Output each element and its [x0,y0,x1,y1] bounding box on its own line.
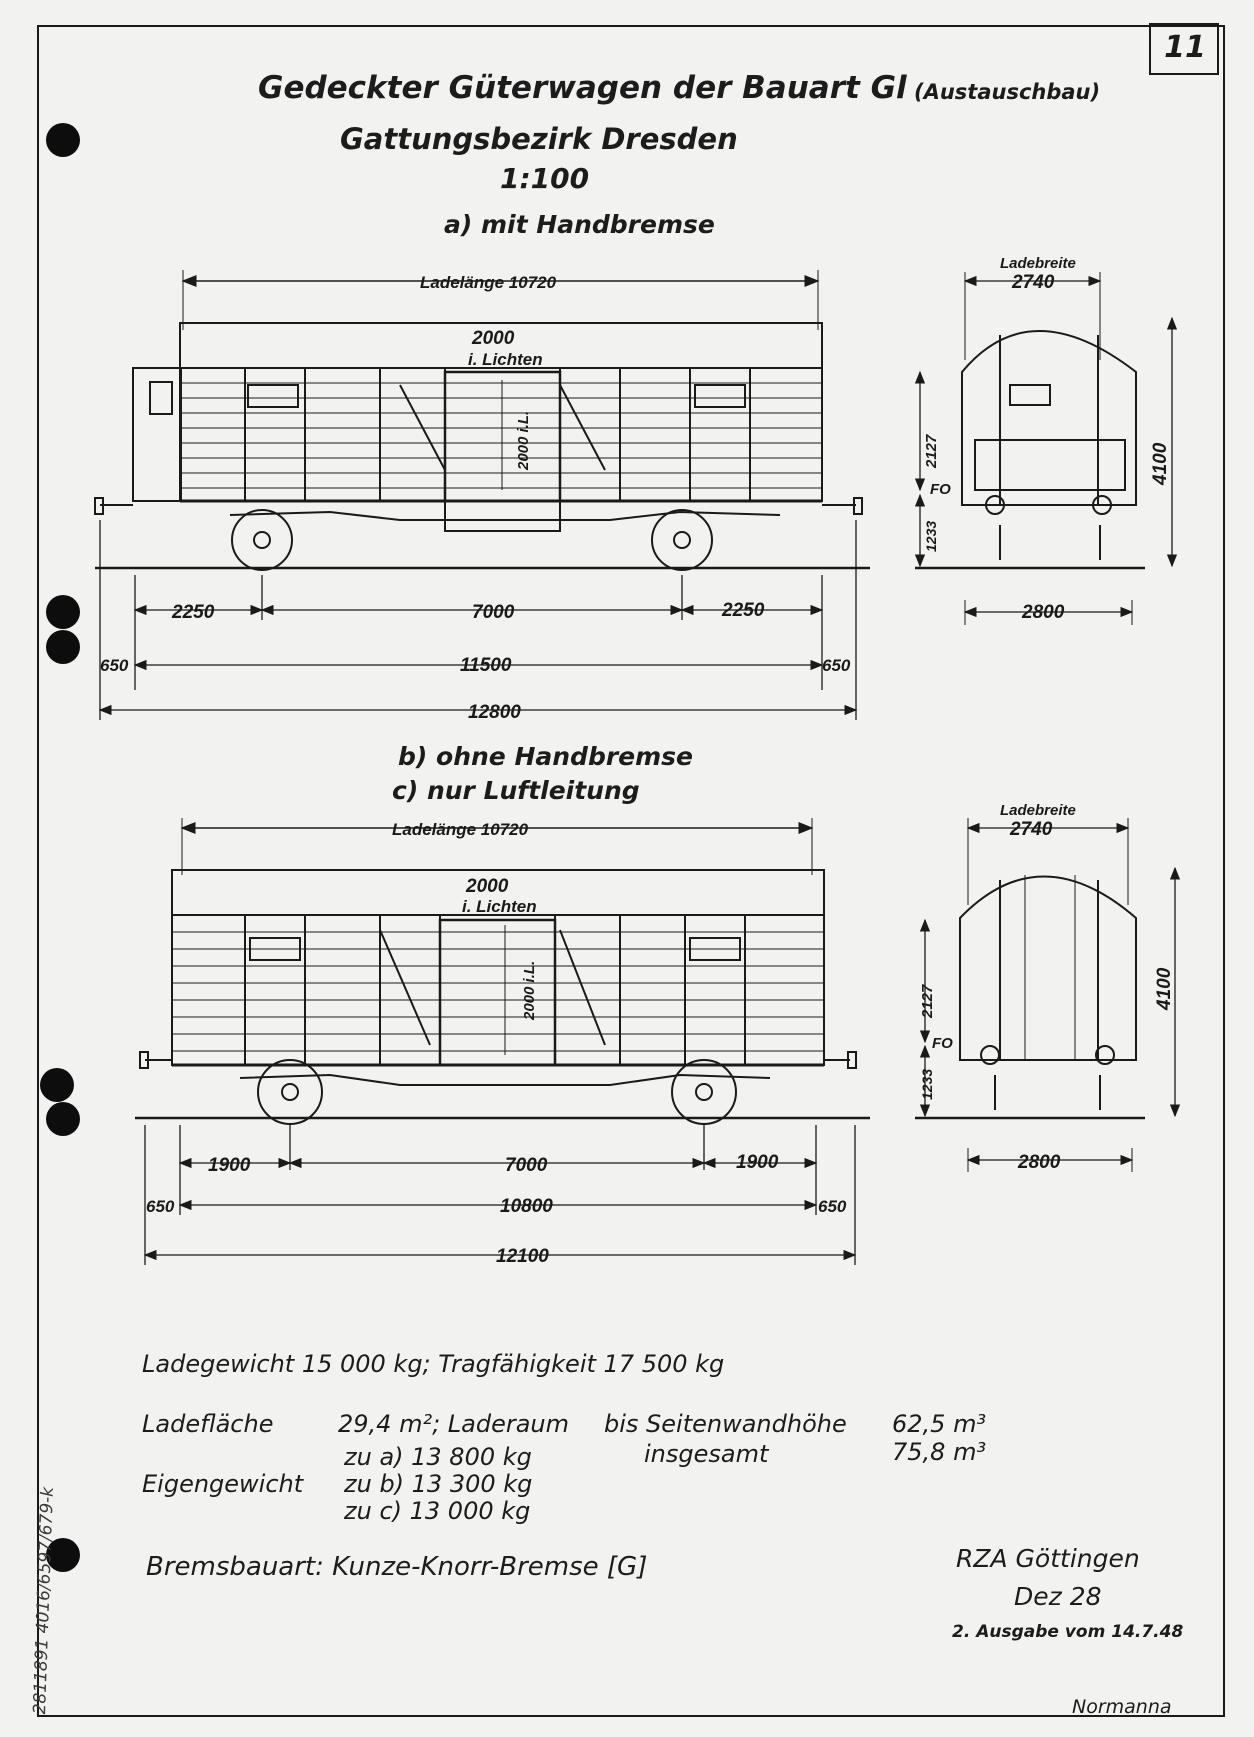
dim-width-a: 2800 [1022,602,1065,623]
dim-side-height-a: 2127 [923,434,940,468]
end-view-bc [915,818,1175,1172]
side-view-bc [135,818,870,1124]
dim-buffer-right-bc: 650 [818,1197,847,1216]
dim-total-height-bc: 4100 [1154,967,1175,1010]
scale: 1:100 [500,162,590,195]
dim-overhang-right-bc: 1900 [736,1152,779,1173]
dim-body-length-bc: 10800 [500,1196,553,1217]
district: Gattungsbezirk Dresden [340,122,738,156]
dim-total-length-bc: 12100 [496,1246,549,1267]
area-value: 29,4 m²; Laderaum [338,1410,570,1438]
volume-label-1: bis Seitenwandhöhe [604,1410,847,1438]
dim-door-note-bc: i. Lichten [462,897,537,916]
tare-label: Eigengewicht [142,1470,304,1498]
dim-door-note-a: i. Lichten [468,350,543,369]
volume-label-2: insgesamt [644,1440,769,1468]
dim-body-length-a: 11500 [460,655,512,676]
dim-floor-label-a: FO [930,481,951,498]
page-number: 11 [1164,30,1206,65]
standard-mark: Normanna [1072,1696,1172,1718]
dim-overhang-right-a: 2250 [722,600,765,621]
variant-c-label: c) nur Luftleitung [392,776,640,805]
dim-load-width-label-bc: Ladebreite [1000,802,1076,819]
dim-load-width-bc: 2740 [1010,819,1053,840]
area-label: Ladefläche [142,1410,274,1438]
margin-inventory-note: 2811891 4016/6597/679-k [30,1486,58,1715]
dim-load-length-a: Ladelänge 10720 [420,273,557,292]
end-view-a [915,272,1172,625]
load-weight: Ladegewicht 15 000 kg; Tragfähigkeit 17 500 kg [142,1350,725,1378]
volume-value-2: 75,8 m³ [892,1438,987,1466]
dim-buffer-right-a: 650 [822,656,851,675]
dim-load-width-a: 2740 [1012,272,1055,293]
dim-door-height-a: 2000 i.L. [515,410,532,470]
dim-door-height-bc: 2000 i.L. [521,960,538,1020]
edition: 2. Ausgabe vom 14.7.48 [952,1622,1184,1642]
dim-floor-height-a: 1233 [923,520,939,552]
dim-floor-height-bc: 1233 [919,1068,935,1100]
dim-total-length-a: 12800 [468,702,521,723]
side-view-a [95,270,870,570]
tare-b: zu b) 13 300 kg [344,1470,533,1498]
dim-load-width-label-a: Ladebreite [1000,255,1076,272]
volume-value-1: 62,5 m³ [892,1410,987,1438]
dim-load-length-bc: Ladelänge 10720 [392,820,529,839]
dim-total-height-a: 4100 [1150,442,1171,485]
dim-side-height-bc: 2127 [919,984,936,1018]
drawing-title: Gedeckter Güterwagen der Bauart Gl [258,70,907,106]
dim-buffer-left-bc: 650 [146,1197,175,1216]
issuing-office: RZA Göttingen [956,1544,1140,1573]
dim-overhang-left-a: 2250 [172,602,215,623]
brake-type: Bremsbauart: Kunze-Knorr-Bremse [G] [146,1552,648,1582]
dim-width-bc: 2800 [1018,1152,1061,1173]
variant-b-label: b) ohne Handbremse [398,742,694,771]
dim-door-width-a: 2000 [472,328,515,349]
dim-buffer-left-a: 650 [100,656,129,675]
department: Dez 28 [1014,1582,1102,1611]
dim-door-width-bc: 2000 [466,876,509,897]
dim-overhang-left-bc: 1900 [208,1155,251,1176]
variant-a-label: a) mit Handbremse [444,210,715,239]
title-note: (Austauschbau) [914,80,1101,104]
dim-wheelbase-bc: 7000 [505,1155,548,1176]
tare-c: zu c) 13 000 kg [344,1497,531,1525]
tare-a: zu a) 13 800 kg [344,1443,532,1471]
dim-floor-label-bc: FO [932,1035,953,1052]
dim-wheelbase-a: 7000 [472,602,515,623]
